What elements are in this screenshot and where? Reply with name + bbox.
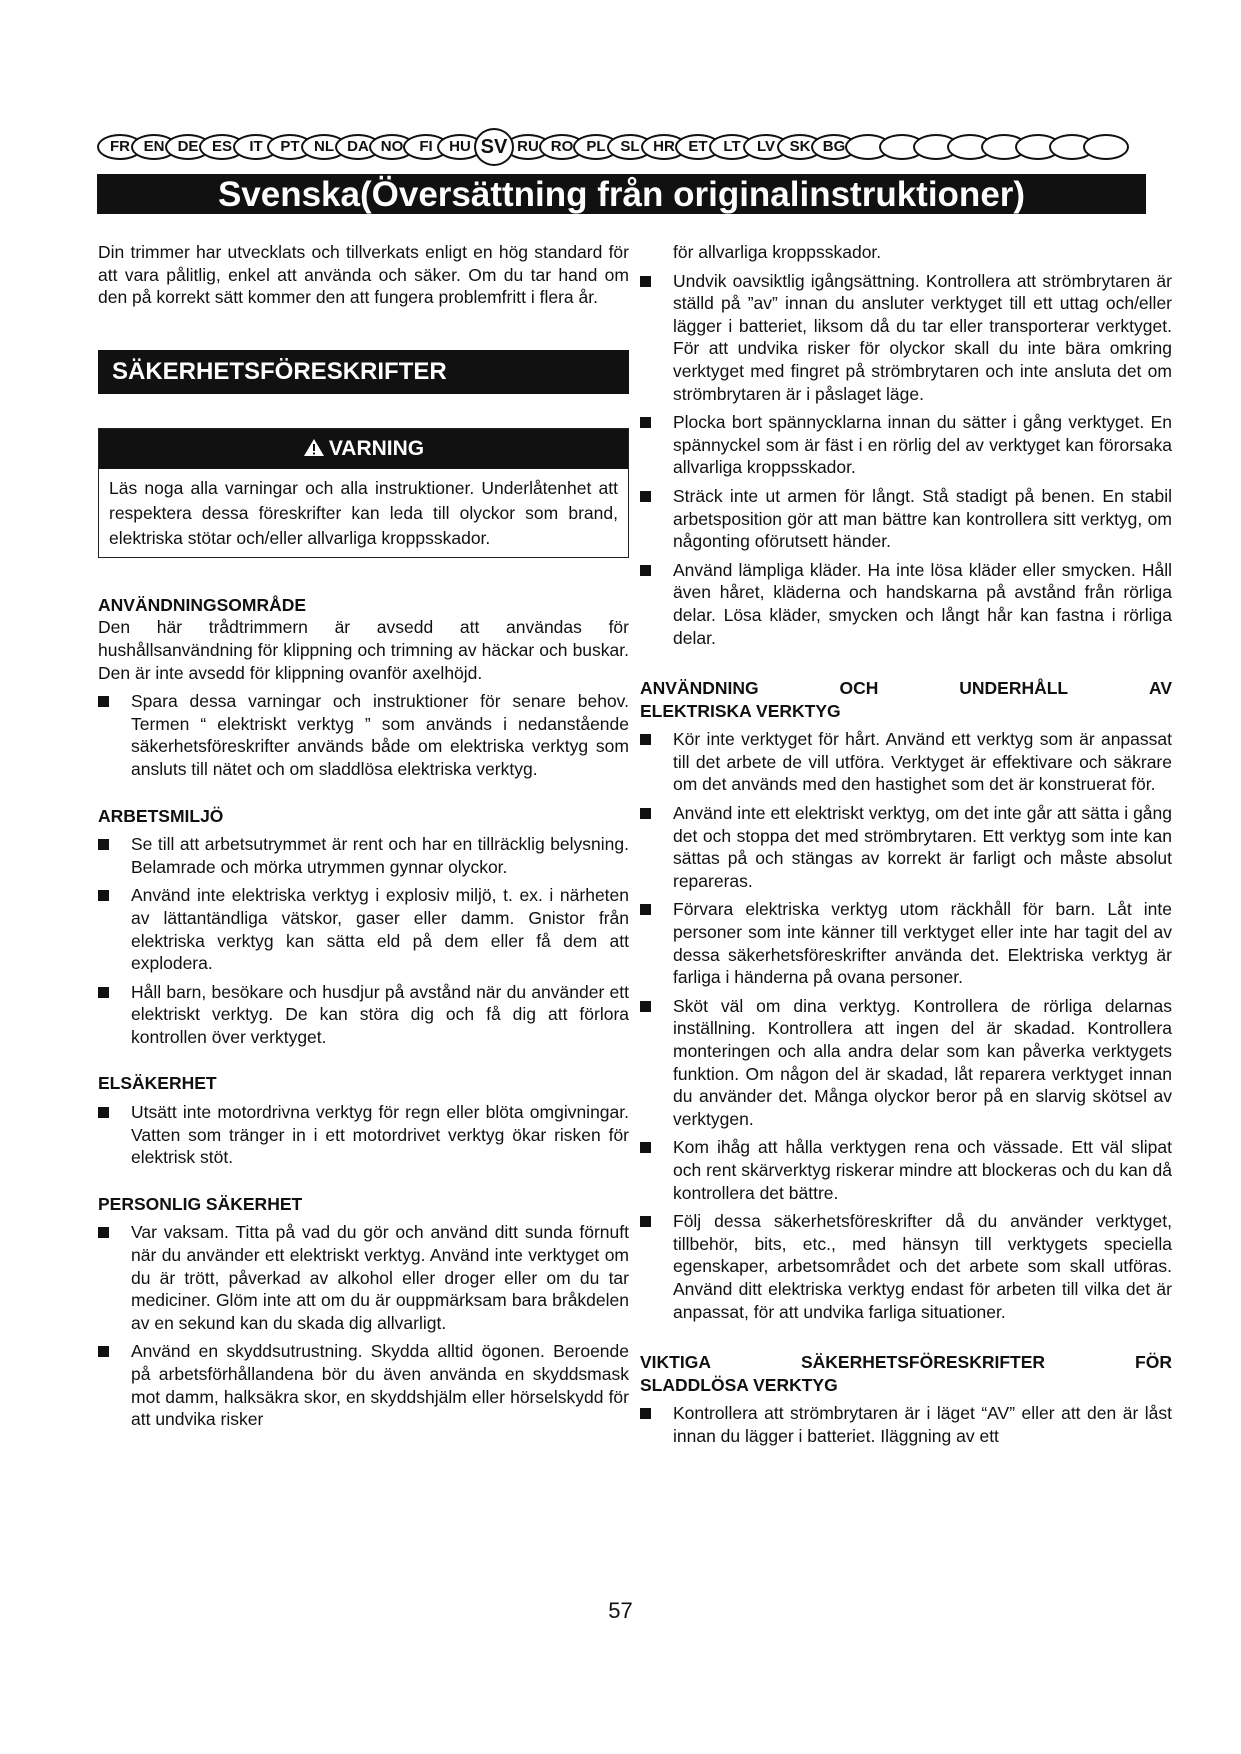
list-item — [98, 884, 629, 974]
heading-word: OCH — [839, 678, 879, 699]
list-item — [98, 1340, 629, 1430]
list-item-text: Sträck inte ut armen för långt. Stå stadigt på benen. En stabil arbetsposition gör att man bättre kan kontrollera sitt verktyg, om någonting oförutsett händer. — [673, 485, 1172, 552]
right-column — [640, 241, 1172, 1448]
heading-usage-area: ANVÄNDNINGSOMRÅDE — [98, 594, 307, 615]
language-tab-hu: HU — [437, 134, 483, 160]
list-item — [640, 411, 1172, 479]
bullet-square-icon — [98, 890, 109, 901]
heading-word: AV — [1148, 678, 1172, 699]
list-item — [640, 802, 1172, 892]
list-item — [98, 690, 629, 780]
list-item-text: Spara dessa varningar och instruktioner för senare behov. Termen “ elektriskt verktyg ” som används i nedanstående säkerhetsföreskrifter används både om elektriska verktyg som ansluts till nätet och om sladdlösa elektriska verktyg. — [131, 691, 629, 779]
language-tab-it: IT — [233, 134, 279, 160]
language-tab-et: ET — [675, 134, 721, 160]
heading-electrical-safety: ELSÄKERHET — [98, 1073, 217, 1094]
list-item — [98, 833, 629, 878]
list-item — [640, 898, 1172, 988]
language-tab-nl: NL — [301, 134, 347, 160]
bullet-square-icon — [640, 1142, 651, 1153]
bullet-square-icon — [640, 1216, 651, 1227]
list-item-text: Håll barn, besökare och husdjur på avstånd när du använder ett elektriskt verktyg. De kan störa dig och få dig att förlora kontrollen över verktyget. — [131, 981, 629, 1047]
list-item — [640, 559, 1172, 649]
language-tab-empty — [1083, 134, 1129, 160]
bullet-square-icon — [98, 696, 109, 707]
bullet-square-icon — [98, 987, 109, 998]
list-item — [98, 1221, 629, 1334]
bullet-square-icon — [640, 417, 651, 428]
list-item-text: Var vaksam. Titta på vad du gör och använd ditt sunda förnuft när du använder ett elektriskt verktyg. Använd inte verktyget om du är trött, påverkad av alkohol eller droger eller om du tar mediciner. Glöm inte att om du är ouppmärksam bara bråkdelen av en sekund kan du skada dig allvarligt. — [131, 1222, 629, 1333]
bullet-square-icon — [640, 1408, 651, 1419]
bullet-square-icon — [640, 1001, 651, 1012]
heading-word: SÄKERHETSFÖRESKRIFTER — [800, 1352, 1046, 1373]
list-item — [98, 1101, 629, 1169]
intro-paragraph: Din trimmer har utvecklats och tillverkats enligt en hög standard för att vara pålitlig, enkel att använda och säker. Om du tar hand om den på korrekt sätt kommer den att fungera problemfritt i flera år. — [98, 242, 629, 308]
warning-triangle-icon — [303, 438, 325, 457]
warning-text: Läs noga alla varningar och alla instruktioner. Underlåtenhet att respektera dessa föreskrifter kan leda till olyckor som brand, elektriska stötar och/eller allvarliga kroppsskador. — [109, 477, 618, 548]
language-tab-da: DA — [335, 134, 381, 160]
bullet-square-icon — [640, 491, 651, 502]
language-tab-sk: SK — [777, 134, 823, 160]
language-tab-ro: RO — [539, 134, 585, 160]
language-tab-fi: FI — [403, 134, 449, 160]
language-tab-lv: LV — [743, 134, 789, 160]
heading-line2: ELEKTRISKA VERKTYG — [640, 700, 841, 721]
list-item-text: Förvara elektriska verktyg utom räckhåll för barn. Låt inte personer som inte känner till verktyget eller inte har tagit del av dessa säkerhetsföreskrifter använda det. Elektriska verktyg är farliga i händerna på ovana personer. — [673, 899, 1172, 988]
list-item-text: Se till att arbetsutrymmet är rent och har en tillräcklig belysning. Belamrade och mörka utrymmen gynnar olyckor. — [131, 834, 629, 877]
list-item-text: Plocka bort spännycklarna innan du sätter i gång verktyget. En spännyckel som är fäst i en rörlig del av verktyget kan förorsaka allvarliga kroppsskador. — [673, 412, 1172, 478]
list-item — [640, 995, 1172, 1131]
heading-word: VIKTIGA — [640, 1352, 711, 1373]
work-environment-list — [98, 833, 629, 1048]
personal-safety-list — [98, 1221, 629, 1430]
section-title-safety: SÄKERHETSFÖRESKRIFTER — [98, 350, 629, 394]
language-tab-fr: FR — [97, 134, 143, 160]
list-item-text: Följ dessa säkerhetsföreskrifter då du använder verktyget, tillbehör, bits, etc., med hänsyn till verktygets speciella egenskaper, arbetsområdet och det arbete som skall utföras. Använd ditt elektriska verktyg endast för arbeten till vilka det är anpassat, för att undvika farliga situationer. — [673, 1211, 1172, 1322]
list-item-text: Använd en skyddsutrustning. Skydda alltid ögonen. Beroende på arbetsförhållandena bör du även använda en skyddsmask mot damm, halksäkra skor, en skyddshjälm eller hörselskydd för att undvika risker — [131, 1341, 629, 1430]
list-item-text: Kör inte verktyget för hårt. Använd ett verktyg som är anpassat till det arbete de vill utföra. Verktyget är effektivare och säkrare om det används med den hastighet som det är konstruerat för. — [673, 729, 1172, 795]
list-item — [640, 728, 1172, 796]
language-tab-ru: RU — [505, 134, 551, 160]
list-item — [640, 1136, 1172, 1204]
heading-word: FÖR — [1135, 1352, 1172, 1373]
use-maintenance-list — [640, 728, 1172, 1323]
list-item — [640, 270, 1172, 406]
electrical-safety-list — [98, 1101, 629, 1169]
bullet-square-icon — [98, 1346, 109, 1357]
language-tab-en: EN — [131, 134, 177, 160]
list-item — [640, 485, 1172, 553]
bullet-square-icon — [98, 1107, 109, 1118]
list-item-text: Sköt väl om dina verktyg. Kontrollera de rörliga delarnas inställning. Kontrollera att ingen del är skadad. Kontrollera monteringen och alla andra delar som kan påverka verktygets funktion. Om någon del är skadad, låt reparera verktyget innan du använder det. Många olyckor beror på en slarvig skötsel av verktygen. — [673, 995, 1172, 1129]
language-tab-no: NO — [369, 134, 415, 160]
language-tab-pl: PL — [573, 134, 619, 160]
heading-word: UNDERHÅLL — [959, 678, 1069, 699]
language-tab-es: ES — [199, 134, 245, 160]
heading-use-maintenance — [640, 677, 1172, 722]
language-tab-hr: HR — [641, 134, 687, 160]
warning-title: VARNING — [328, 436, 425, 460]
heading-line2: SLADDLÖSA VERKTYG — [640, 1374, 838, 1395]
language-selector — [97, 128, 1147, 168]
personal-safety-list-continued — [640, 270, 1172, 650]
left-column — [98, 241, 629, 1431]
language-tab-de: DE — [165, 134, 211, 160]
usage-area-list — [98, 690, 629, 780]
list-item-text: Utsätt inte motordrivna verktyg för regn eller blöta omgivningar. Vatten som tränger in i ett motordrivet verktyg ökar risken för elektrisk stöt. — [131, 1102, 629, 1168]
language-tab-sv: SV — [474, 128, 514, 166]
list-item-text: Använd inte ett elektriskt verktyg, om det inte går att sätta i gång det och stoppa det med strömbrytaren. Ett verktyg som inte kan sättas på och stängas av korrekt är farligt och måste absolut repareras. — [673, 803, 1172, 891]
heading-personal-safety: PERSONLIG SÄKERHET — [98, 1193, 303, 1214]
warning-box — [98, 428, 629, 558]
bullet-square-icon — [98, 839, 109, 850]
warning-header — [99, 429, 628, 469]
bullet-square-icon — [640, 276, 651, 287]
list-item-text: Kom ihåg att hålla verktygen rena och vässade. Ett väl slipat och rent skärverktyg riskerar mindre att blockeras och du kan då kontrollera det bättre. — [673, 1137, 1172, 1203]
continuation-text: för allvarliga kroppsskador. — [673, 242, 882, 262]
list-item — [98, 981, 629, 1049]
bullet-square-icon — [640, 904, 651, 915]
cordless-list — [640, 1402, 1172, 1447]
heading-cordless — [640, 1351, 1172, 1396]
bullet-square-icon — [640, 734, 651, 745]
language-tab-bg: BG — [811, 134, 857, 160]
list-item — [640, 1210, 1172, 1323]
page-number: 57 — [608, 1598, 633, 1623]
list-item-text: Använd inte elektriska verktyg i explosiv miljö, t. ex. i närheten av lättantändliga vätskor, gaser eller damm. Gnistor från elektriska verktyg kan sätta eld på dem eller få dem att explodera. — [131, 885, 629, 974]
usage-area-text: Den här trådtrimmern är avsedd att användas för hushållsanvändning för klippning och trimning av häckar och buskar. Den är inte avsedd för klippning ovanför axelhöjd. — [98, 617, 629, 683]
language-tab-lt: LT — [709, 134, 755, 160]
list-item-text: Använd lämpliga kläder. Ha inte lösa kläder eller smycken. Håll även håret, kläderna och handskarna på avstånd från rörliga delar. Lösa kläder, smycken och långt hår kan fastna i rörliga delar. — [673, 559, 1172, 648]
language-tab-sl: SL — [607, 134, 653, 160]
list-item — [640, 1402, 1172, 1447]
bullet-square-icon — [640, 808, 651, 819]
list-item-text: Undvik oavsiktlig igångsättning. Kontrollera att strömbrytaren är ställd på ”av” innan du ansluter verktyget till ett uttag och/eller lägger i batteriet, liksom då du tar eller transporterar verktyget. För att undvika risker för olyckor skall du inte bära omkring verktyget med fingret på strömbrytaren och inte ansluta det om strömbrytaren är i påslaget läge. — [673, 270, 1172, 404]
heading-word: ANVÄNDNING — [640, 678, 759, 699]
bullet-square-icon — [98, 1227, 109, 1238]
list-item-text: Kontrollera att strömbrytaren är i läget “AV” eller att den är låst innan du lägger i batteriet. Iläggning av ett — [673, 1403, 1172, 1446]
page-title: Svenska(Översättning från originalinstruktioner) — [97, 174, 1146, 214]
language-tab-pt: PT — [267, 134, 313, 160]
bullet-square-icon — [640, 565, 651, 576]
heading-work-environment: ARBETSMILJÖ — [98, 805, 224, 826]
